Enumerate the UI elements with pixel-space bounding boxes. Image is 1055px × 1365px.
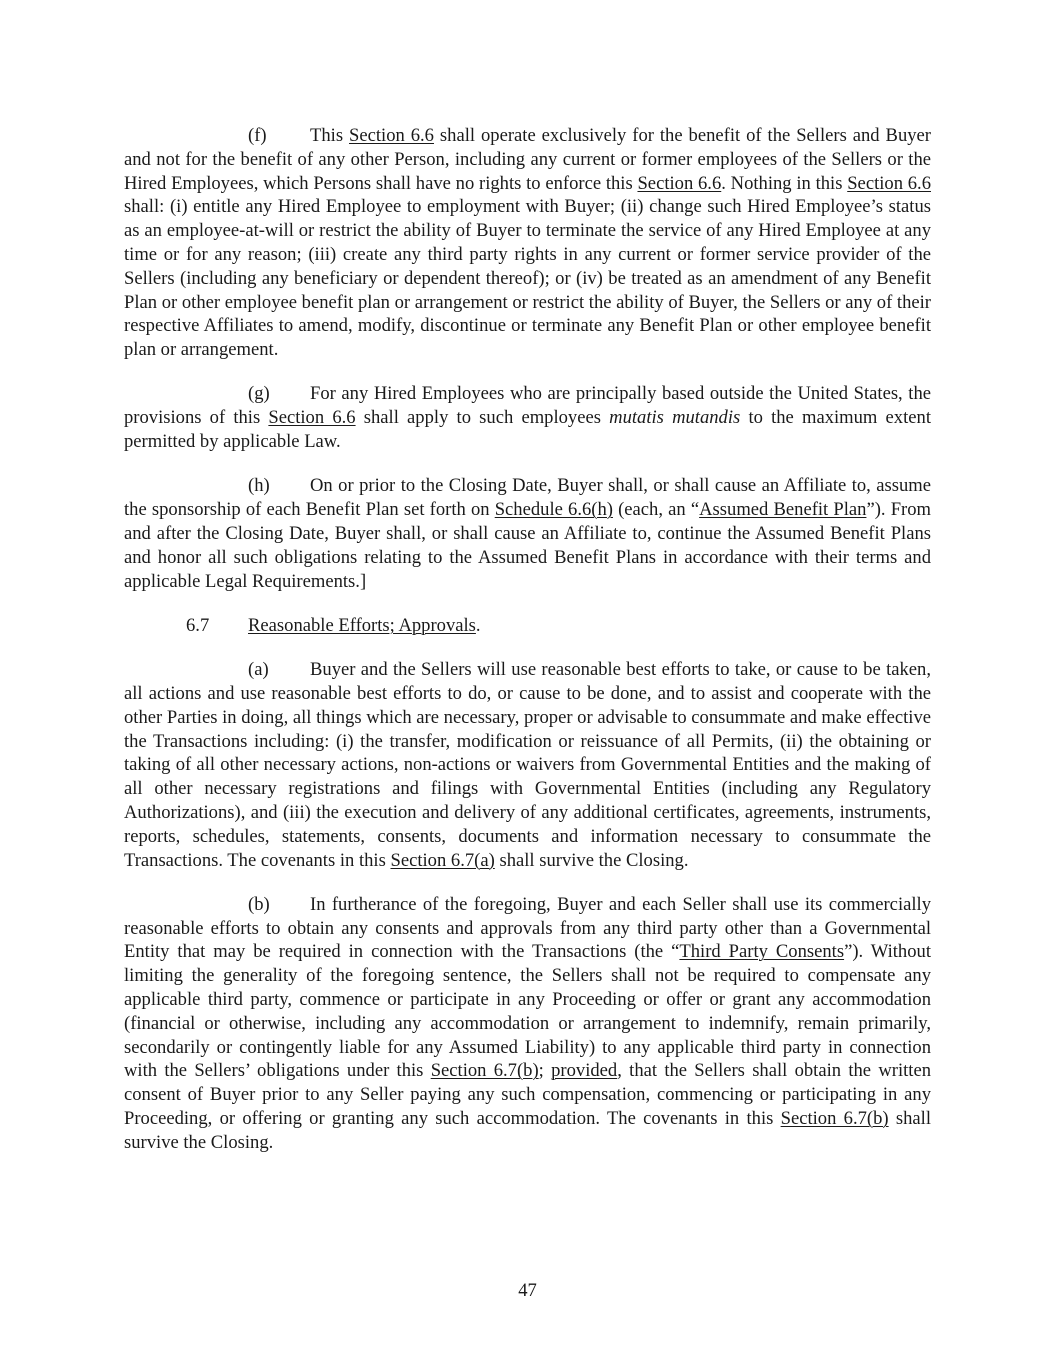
paragraph-6-7-a: (a) Buyer and the Sellers will use reasonable best efforts to take, or cause to be taken, all actions and use reasonable best efforts to do, or cause to be done, and to assist and cooperate with the other Parties in doing, all things which are necessary, proper or advisable to consummate and make effective the Transactions including: (i) the transfer, modification or reissuance of all Permits, (ii) the obtaining or taking of all other necessary actions, non-actions or waivers from Governmental Entities and the making of all other necessary registrations and filings with Governmental Entities (including any Regulatory Authorizations), and (iii) the execution and delivery of any additional certificates, agreements, instruments, reports, schedules, statements, consents, documents and information necessary to consummate the Transactions. The covenants in this Section 6.7(a) shall survive the Closing. [124, 659, 932, 871]
paragraph-6-6-g: (g) For any Hired Employees who are principally based outside the United States, the provisions of this Section 6.6 shall apply to such employees mutatis mutandis to the maximum extent permitted by applicable Law. [124, 383, 931, 453]
paragraph-label: (b) [248, 893, 270, 915]
section-reference: Section 6.7(a) [390, 849, 495, 871]
paragraph-6-6-f: (f) This Section 6.6 shall operate exclusively for the benefit of the Sellers and Buyer and not for the benefit of any other Person, including any current or former employees of the Sellers or the Hired Employees, which Persons shall have no rights to enforce this Section 6.6. Nothing in this Section 6.6 shall: (i) entitle any Hired Employee to employment with Buyer; (ii) change such Hired Employee’s status as an employee-at-will or restrict the ability of Buyer to terminate the service of any Hired Employee at any time or for any reason; (iii) create any third party rights in any current or former service provider of the Sellers (including any beneficiary or dependent thereof); or (iv) be treated as an amendment of any Benefit Plan or other employee benefit plan or arrangement or restrict the ability of Buyer, the Sellers or any of their respective Affiliates to amend, modify, discontinue or terminate any Benefit Plan or other employee benefit plan or arrangement. [124, 125, 931, 361]
section-reference: Section 6.7(b) [430, 1060, 539, 1082]
section-reference: Section 6.7(b) [780, 1107, 889, 1129]
page-number: 47 [518, 1280, 537, 1301]
proviso-term: provided [551, 1060, 618, 1082]
paragraph-6-6-h: (h) On or prior to the Closing Date, Buyer shall, or shall cause an Affiliate to, assume the sponsorship of each Benefit Plan set forth on Schedule 6.6(h) (each, an “Assumed Benefit Plan”). From and after the Closing Date, Buyer shall, or shall cause an Affiliate to, continue the Assumed Benefit Plans and honor all such obligations relating to the Assumed Benefit Plans in accordance with their terms and applicable Legal Requirements.] [124, 475, 931, 592]
section-number: 6.7 [186, 614, 210, 636]
section-reference: Section 6.6 [268, 407, 356, 429]
section-title: Reasonable Efforts; Approvals [248, 614, 476, 636]
paragraph-6-7-b: (b) In furtherance of the foregoing, Buyer and each Seller shall use its commercially reasonable efforts to obtain any consents and approvals from any third party other than a Governmental Entity that may be required in connection with the Transactions (the “Third Party Consents”). Without limiting the generality of the foregoing sentence, the Sellers shall not be required to compensate any applicable third party, commence or participate in any Proceeding or offer or grant any accommodation (financial or otherwise, including any accommodation or arrangement to indemnify, remain primarily, secondarily or contingently liable for any Assumed Liability) to any applicable third party in connection with the Sellers’ obligations under this Section 6.7(b); provided, that the Sellers shall obtain the written consent of Buyer prior to any Seller paying any such compensation, commencing or participating in any Proceeding, or offering or granting any such accommodation. The covenants in this Section 6.7(b) shall survive the Closing. [124, 893, 931, 1153]
paragraph-label: (f) [248, 125, 267, 146]
section-reference: Section 6.6 [349, 125, 434, 146]
paragraph-label: (a) [248, 659, 269, 681]
document-page [124, 124, 931, 1175]
section-heading-6-7: 6.7 Reasonable Efforts; Approvals. [186, 614, 481, 636]
latin-term: mutatis mutandis [609, 407, 741, 429]
section-reference: Section 6.6 [847, 172, 931, 194]
paragraph-label: (h) [248, 475, 270, 497]
paragraph-label: (g) [248, 383, 270, 405]
schedule-reference: Schedule 6.6(h) [494, 499, 613, 521]
defined-term: Third Party Consents [679, 941, 845, 963]
defined-term: Assumed Benefit Plan [699, 499, 867, 521]
section-reference: Section 6.6 [637, 172, 722, 194]
